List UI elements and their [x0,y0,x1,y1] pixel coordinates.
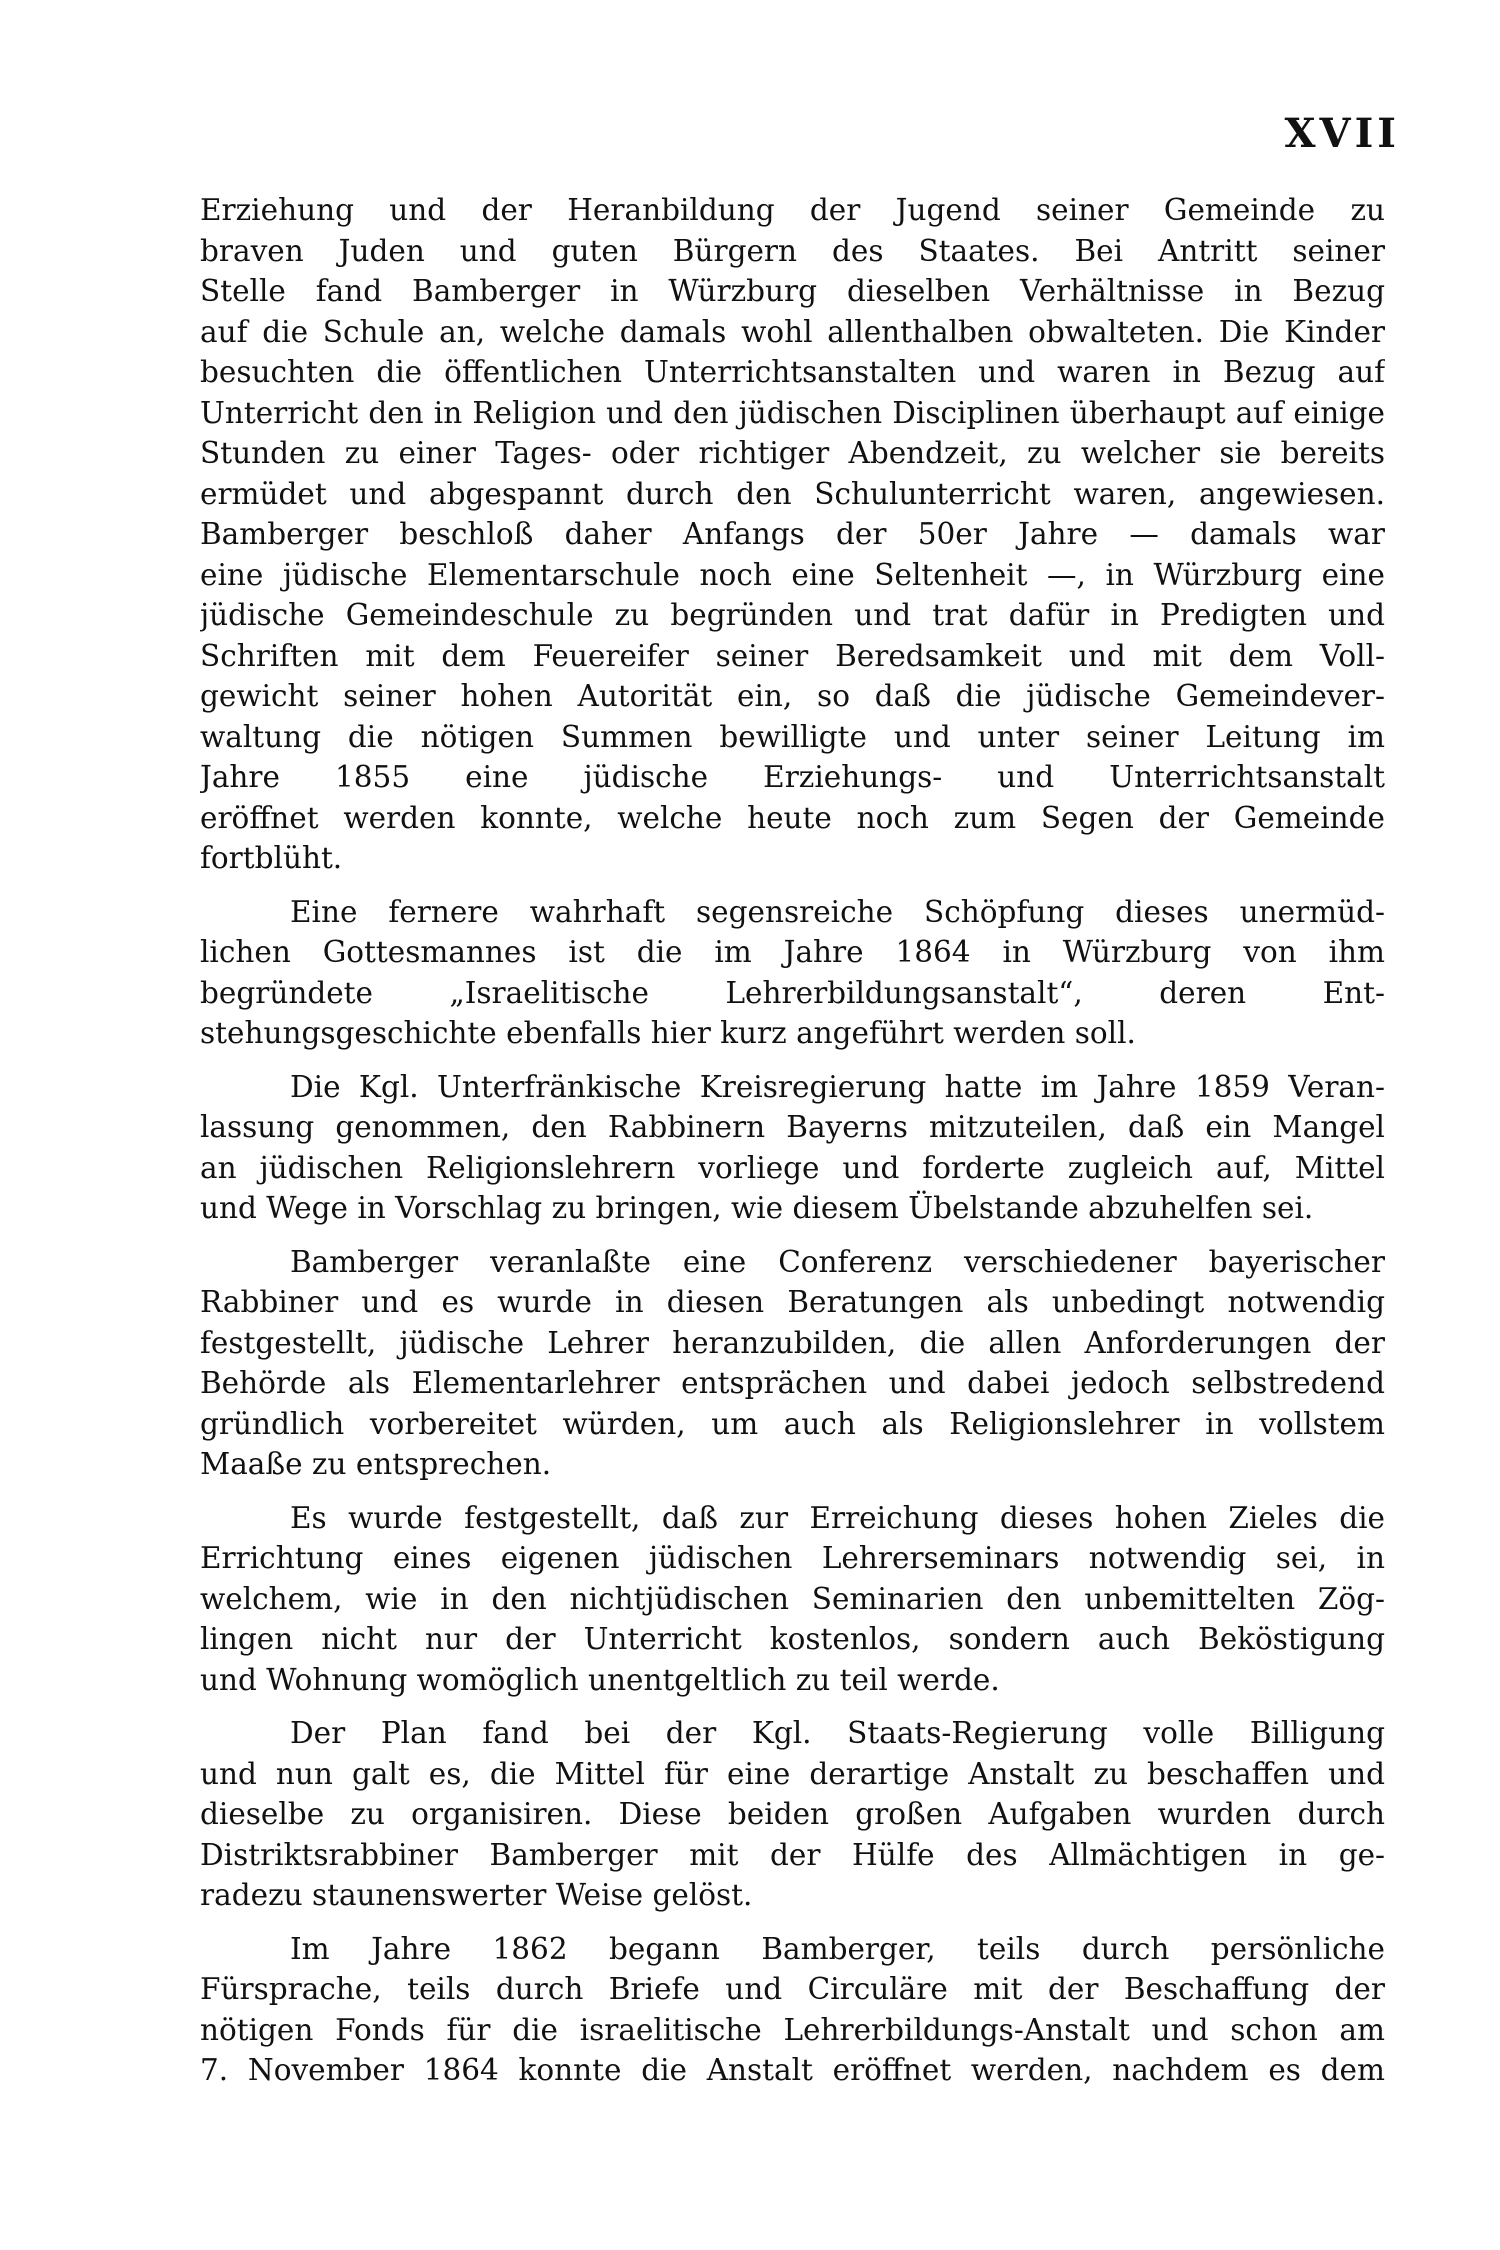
text-line: Maaße zu entsprechen. [200,1447,552,1481]
text-line: lichen Gottesmannes ist die im Jahre 1864 in Würzburg von ihm [200,935,1385,969]
text-line: Bamberger beschloß daher Anfangs der 50er Jahre — damals war [200,517,1385,551]
text-line: lassung genommen, den Rabbinern Bayerns mitzuteilen, daß ein Mangel [200,1110,1385,1144]
text-line: Der Plan fand bei der Kgl. Staats-Regierung volle Billigung [290,1716,1385,1750]
paragraph [200,1713,1385,1916]
text-line: besuchten die öffentlichen Unterrichtsanstalten und waren in Bezug auf [200,355,1385,389]
text-line: 7. November 1864 konnte die Anstalt eröffnet werden, nachdem es dem [200,2053,1385,2087]
text-line: Stunden zu einer Tages- oder richtiger Abendzeit, zu welcher sie bereits [200,436,1385,470]
text-line: an jüdischen Religionslehrern vorliege und forderte zugleich auf, Mittel [200,1150,1385,1185]
text-line: Bamberger veranlaßte eine Conferenz verschiedener bayerischer [290,1244,1385,1279]
text-line: dieselbe zu organisiren. Diese beiden großen Aufgaben wurden durch [200,1797,1385,1831]
paragraph-gap [200,1916,1385,1929]
paragraph [200,1067,1385,1229]
text-line: und nun galt es, die Mittel für eine derartige Anstalt zu beschaffen und [200,1756,1385,1791]
paragraph [200,1929,1385,2091]
text-line: Jahre 1855 eine jüdische Erziehungs- und Unterrichtsanstalt [200,760,1385,794]
paragraph [200,1242,1385,1485]
text-line: Fürsprache, teils durch Briefe und Circuläre mit der Beschaffung der [200,1972,1385,2006]
text-line: lingen nicht nur der Unterricht kostenlos, sondern auch Beköstigung [200,1622,1385,1656]
text-line: Behörde als Elementarlehrer entsprächen und dabei jedoch selbstredend [200,1366,1385,1400]
text-line: festgestellt, jüdische Lehrer heranzubilden, die allen Anforderungen der [200,1325,1385,1360]
paragraph [200,892,1385,1054]
text-line: begründete „Israelitische Lehrerbildungsanstalt“, deren Ent- [200,975,1385,1010]
text-line: Schriften mit dem Feuereifer seiner Beredsamkeit und mit dem Voll- [200,638,1385,673]
paragraph-gap [200,879,1385,892]
text-line: welchem, wie in den nichtjüdischen Seminarien den unbemittelten Zög- [200,1581,1385,1616]
text-line: Im Jahre 1862 begann Bamberger, teils durch persönliche [290,1931,1385,1966]
text-line: nötigen Fonds für die israelitische Lehrerbildungs-Anstalt und schon am [200,2012,1385,2047]
text-line: fortblüht. [200,841,343,875]
text-line: jüdische Gemeindeschule zu begründen und trat dafür in Predigten und [200,598,1385,632]
text-line: Eine fernere wahrhaft segensreiche Schöpfung dieses unermüd- [290,894,1385,929]
text-line: stehungsgeschichte ebenfalls hier kurz angeführt werden soll. [200,1016,1136,1050]
text-line: braven Juden und guten Bürgern des Staates. Bei Antritt seiner [200,233,1385,268]
text-line: Stelle fand Bamberger in Würzburg dieselben Verhältnisse in Bezug [200,274,1385,308]
text-line: Errichtung eines eigenen jüdischen Lehrerseminars notwendig sei, in [200,1541,1385,1575]
paragraph [200,1498,1385,1701]
text-line: Distriktsrabbiner Bamberger mit der Hülfe des Allmächtigen in ge- [200,1837,1385,1872]
text-line: Unterricht den in Religion und den jüdischen Disciplinen überhaupt auf einige [200,395,1385,430]
text-line: eine jüdische Elementarschule noch eine Seltenheit —, in Würzburg eine [200,557,1385,592]
text-line: Es wurde festgestellt, daß zur Erreichung dieses hohen Zieles die [290,1500,1385,1535]
text-line: und Wege in Vorschlag zu bringen, wie diesem Übelstande abzuhelfen sei. [200,1191,1314,1225]
text-line: auf die Schule an, welche damals wohl allenthalben obwalteten. Die Kinder [200,314,1385,349]
paragraph-gap [200,1485,1385,1498]
text-line: eröffnet werden konnte, welche heute noch zum Segen der Gemeinde [200,800,1385,835]
text-line: ermüdet und abgespannt durch den Schulunterricht waren, angewiesen. [200,476,1385,511]
paragraph [200,190,1385,879]
text-line: Rabbiner und es wurde in diesen Beratungen als unbedingt notwendig [200,1285,1385,1319]
text-line: gründlich vorbereitet würden, um auch als Religionslehrer in vollstem [200,1406,1385,1441]
paragraph-gap [200,1229,1385,1242]
text-line: gewicht seiner hohen Autorität ein, so daß die jüdische Gemeindever- [200,679,1385,713]
text-line: waltung die nötigen Summen bewilligte und unter seiner Leitung im [200,719,1385,754]
page-number: XVII [1284,110,1400,157]
paragraph-gap [200,1054,1385,1067]
paragraph-gap [200,1700,1385,1713]
text-line: Erziehung und der Heranbildung der Jugend seiner Gemeinde zu [200,193,1385,227]
text-line: Die Kgl. Unterfränkische Kreisregierung hatte im Jahre 1859 Veran- [290,1069,1385,1104]
text-line: radezu staunenswerter Weise gelöst. [200,1878,753,1912]
body-text [200,190,1385,2091]
text-line: und Wohnung womöglich unentgeltlich zu teil werde. [200,1662,1000,1697]
